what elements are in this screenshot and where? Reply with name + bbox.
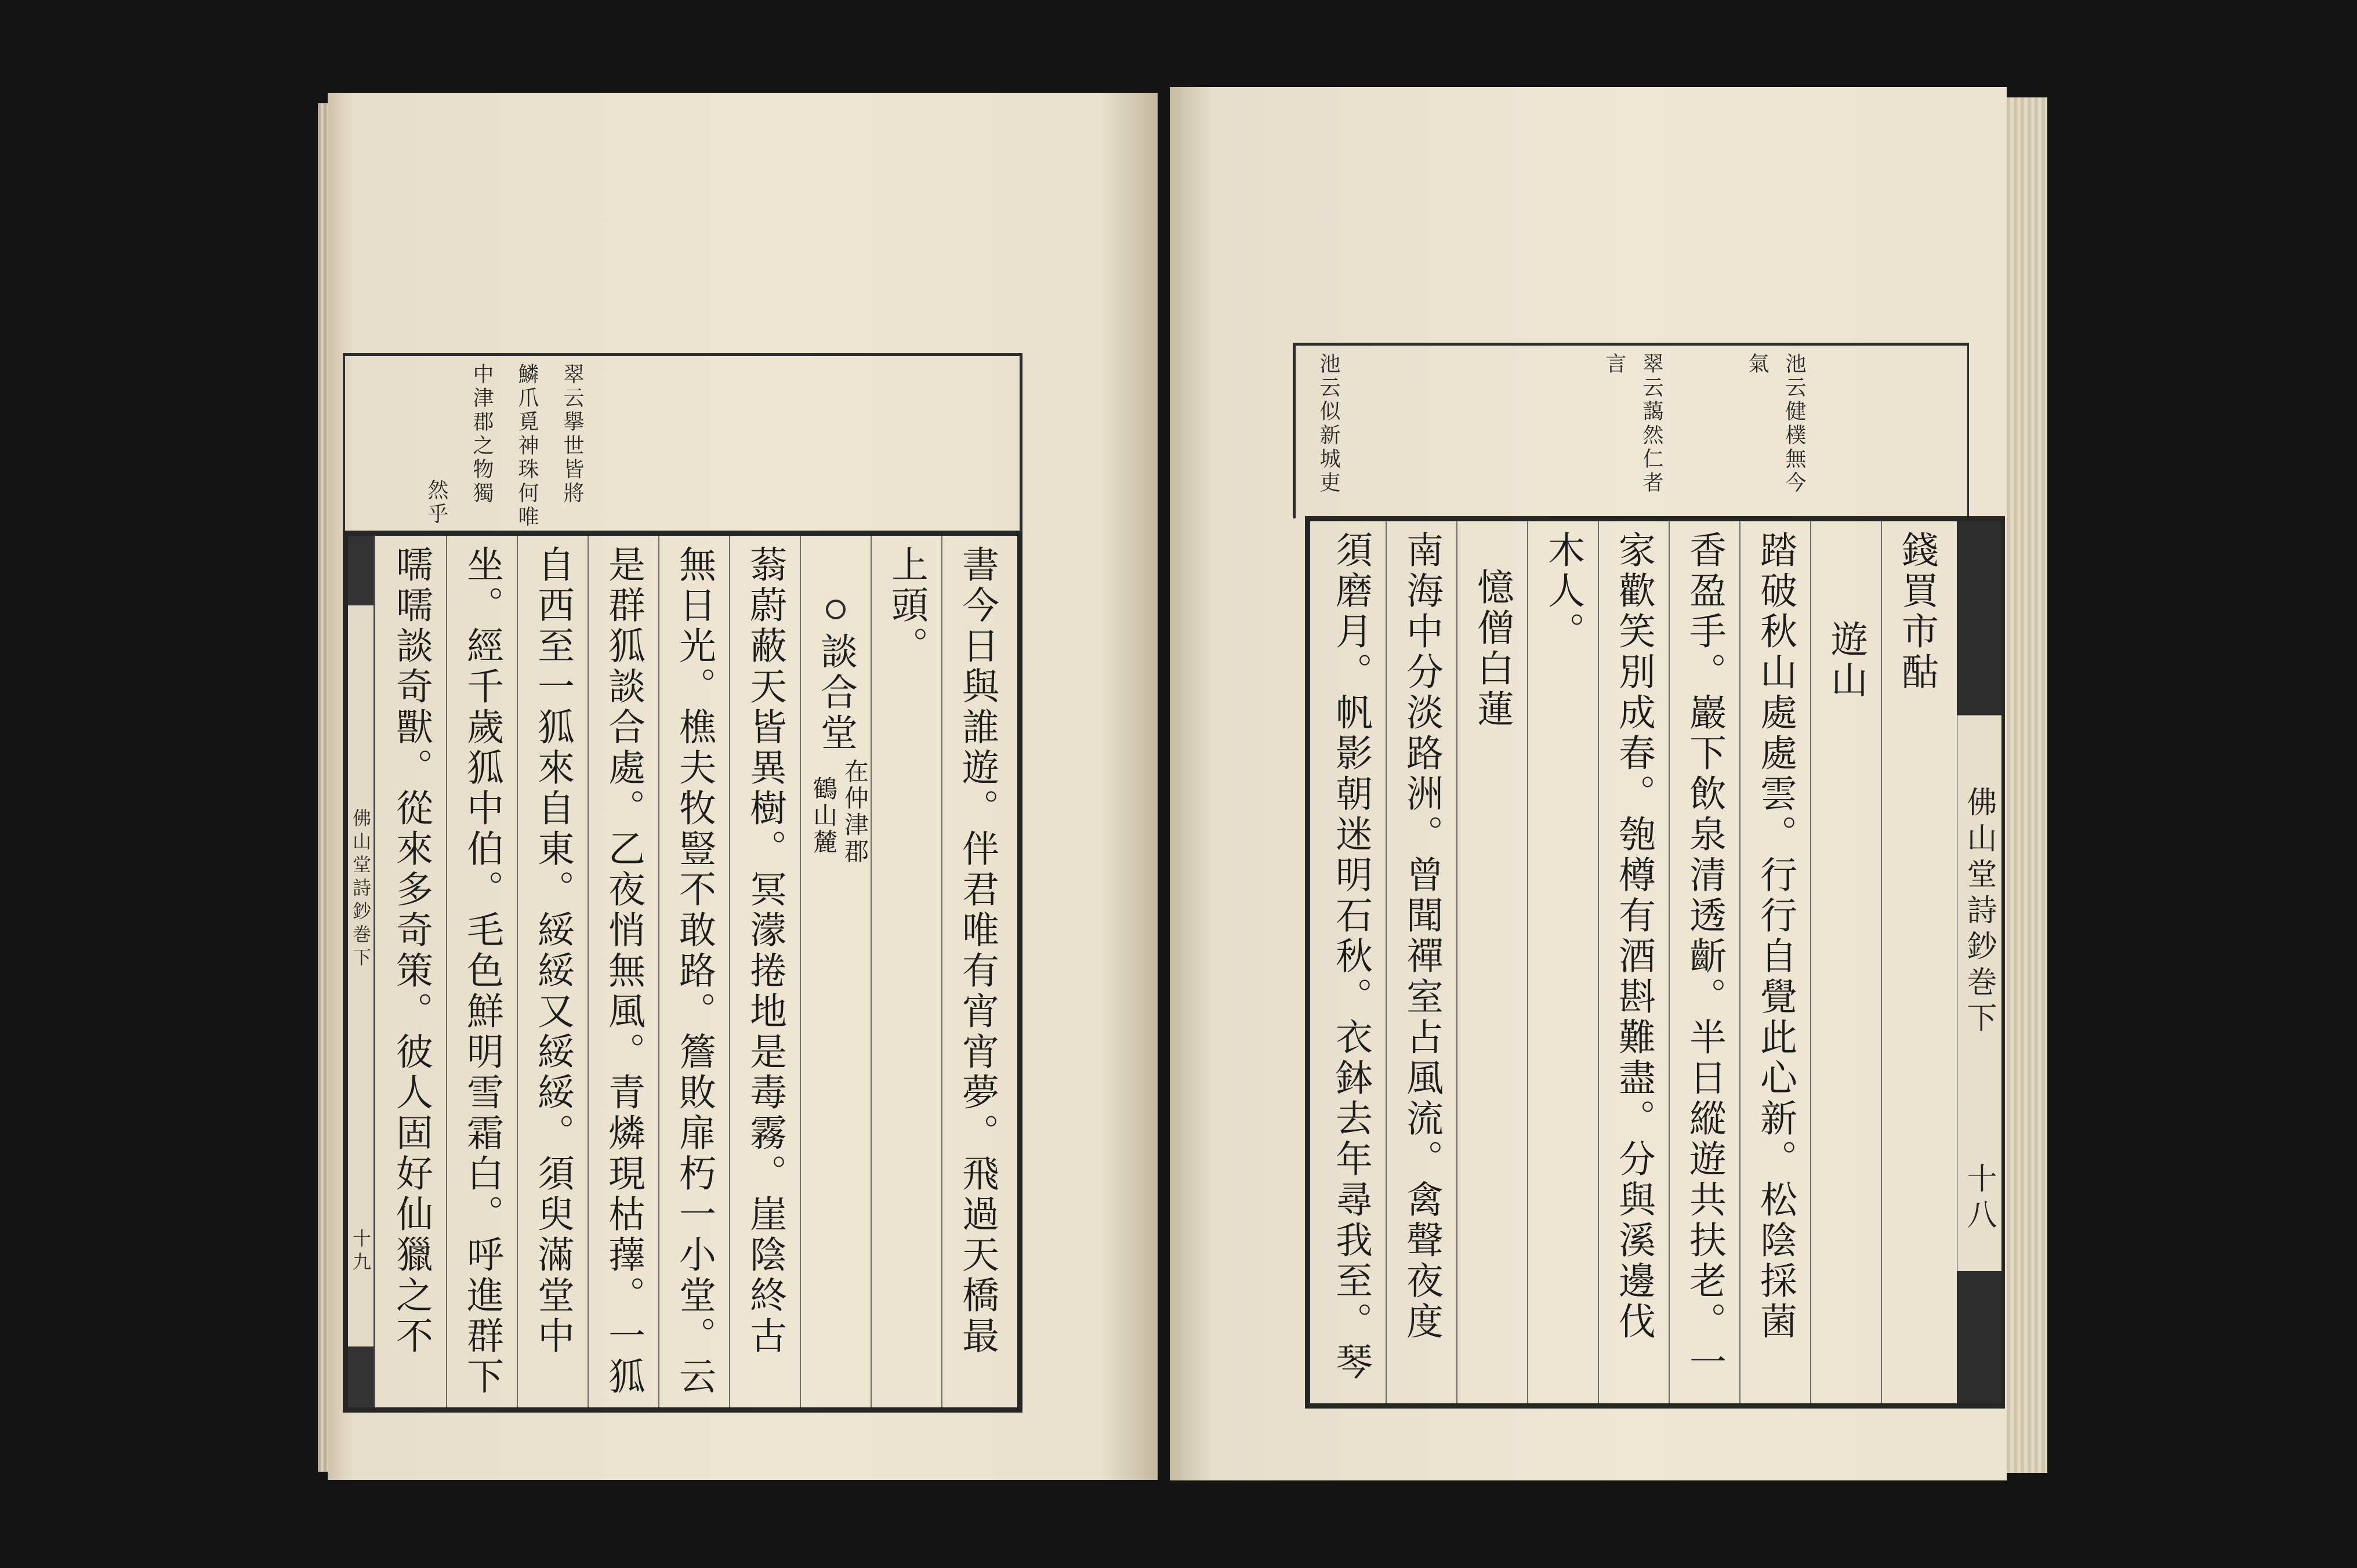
text-column: 自西至一狐來自東。綏綏又綏綏。須臾滿堂中 [517, 536, 588, 1407]
annotation-line: 在仲津郡 [841, 758, 869, 865]
left-headnote-area [343, 353, 1022, 533]
text-column: 上頭。 [871, 536, 941, 1407]
text-column: 南海中分淡路洲。曾聞禪室占風流。禽聲夜度 [1386, 521, 1456, 1403]
text-column: 坐。經千歲狐中伯。毛色鮮明雪霜白。呼進群下 [446, 536, 517, 1407]
headnote-line: 氣 [1745, 353, 1769, 376]
text-column: 蓊蔚蔽天皆異樹。冥濛捲地是毒霧。崖陰終古 [729, 536, 800, 1407]
text-column: 錢買市酤 [1881, 521, 1952, 1403]
circle-mark [826, 600, 846, 619]
poem-title: 憶僧白蓮 [1456, 521, 1527, 1403]
poem-title: 談合堂 [814, 632, 857, 754]
headnote [1738, 353, 1812, 495]
left-main-text-block [343, 531, 1022, 1413]
page-stack-right [2007, 97, 2047, 1473]
headnote [414, 363, 594, 529]
text-column: 嚅嚅談奇獸。從來多奇策。彼人固好仙獵之不 [390, 545, 433, 1357]
right-headnote-area [1293, 343, 1969, 518]
headnote [1595, 353, 1670, 495]
headnote-line: 然乎 [425, 479, 448, 527]
poem-title: 遊山 [1810, 521, 1881, 1403]
annotation-line: 鶴山麓 [810, 776, 838, 856]
text-column: 須磨月。帆影朝迷明石秋。衣鉢去年尋我至。琴 [1329, 531, 1372, 1383]
right-main-text-block [1305, 516, 1962, 1409]
headnote-line: 鱗爪覓神珠何唯 [515, 363, 539, 529]
text-column: 家歡笑別成春。匏樽有酒斟難盡。分與溪邊伐 [1598, 521, 1669, 1403]
text-column: 木人。 [1527, 521, 1598, 1403]
poem-title-column [800, 536, 871, 1407]
right-centre-fold-strip [1957, 516, 2005, 1409]
headnote-line: 池云似新城吏 [1317, 353, 1340, 495]
book-title: 佛山堂詩鈔巻下 [1961, 786, 1996, 1038]
leaf-number: 十九 [350, 1229, 372, 1275]
headnote [1310, 353, 1347, 495]
left-centre-fold-strip [348, 536, 375, 1407]
text-column: 香盈手。巖下飲泉清透齗。半日縱遊共扶老。一 [1669, 521, 1739, 1403]
text-columns [1310, 521, 1952, 1403]
text-column: 無日光。樵夫牧豎不敢路。簷敗扉朽一小堂。云 [658, 536, 729, 1407]
headnote-line: 翠云藹然仁者 [1640, 353, 1663, 495]
headnote-line: 池云健樸無今 [1782, 353, 1806, 495]
text-column: 是群狐談合處。乙夜悄無風。青燐現枯蘀。一狐 [588, 536, 658, 1407]
headnote-line: 中津郡之物獨 [470, 363, 494, 506]
book-title: 佛山堂詩鈔巻下 [350, 808, 372, 971]
title-annotation [808, 758, 871, 865]
text-column: 踏破秋山處處雲。行行自覺此心新。松陰採菌 [1739, 521, 1810, 1403]
text-column: 書今日與誰遊。伴君唯有宵宵夢。飛過天橋最 [941, 536, 1012, 1407]
headnote-line: 言 [1602, 353, 1626, 376]
headnote-line: 翠云擧世皆將 [560, 363, 584, 506]
text-columns [375, 536, 1012, 1407]
leaf-number: 十八 [1961, 1163, 1996, 1235]
